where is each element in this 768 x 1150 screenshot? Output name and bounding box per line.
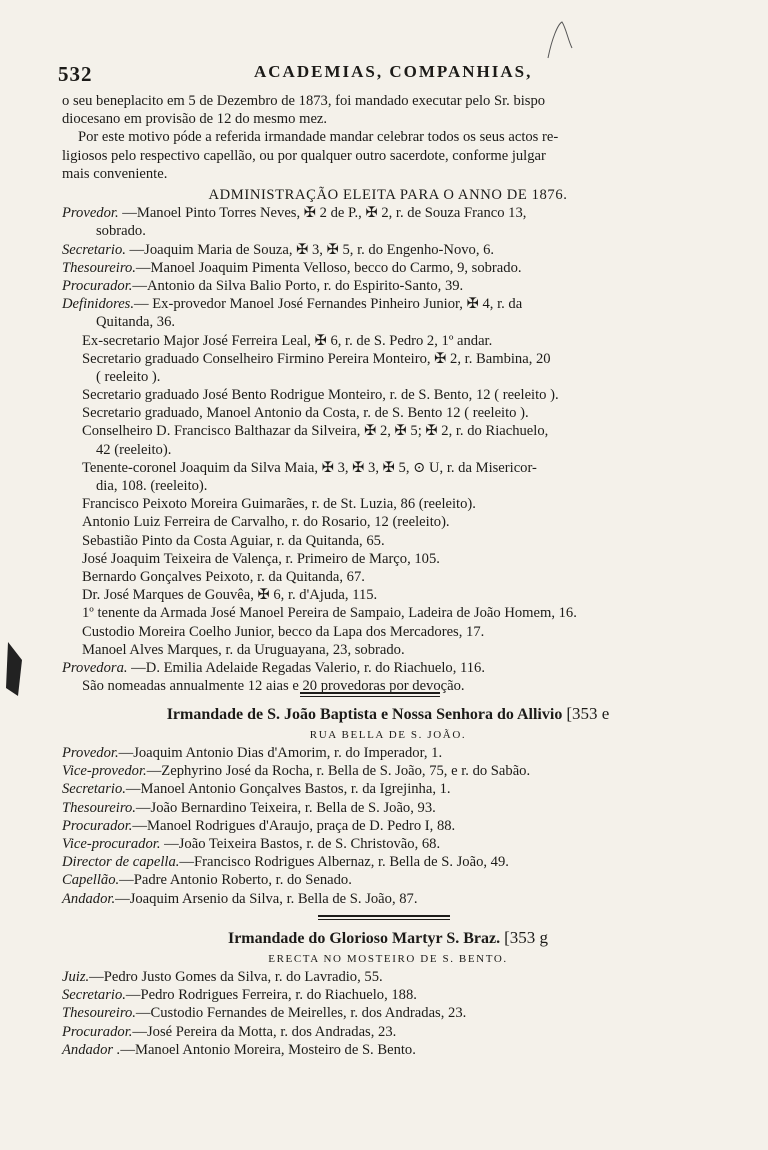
entry-text: —João Teixeira Bastos, r. de S. Christovão, 68.: [160, 835, 441, 852]
role-label: Vice-procurador.: [62, 835, 161, 852]
entry-text: — Ex-provedor Manoel José Fernandes Pinheiro Junior, ✠ 4, r. da: [134, 296, 523, 313]
entry-line: [58, 368, 718, 386]
role-label: Andador .: [62, 1041, 121, 1058]
entry-text: —Joaquim Antonio Dias d'Amorim, r. do Imperador, 1.: [118, 745, 443, 761]
entry-text: —José Pereira da Motta, r. dos Andradas, 23.: [132, 1023, 397, 1040]
entry-line: [58, 890, 718, 908]
entry-line: [58, 222, 718, 240]
entry-line: [58, 313, 718, 331]
entry-text: Secretario graduado José Bento Rodrigue Monteiro, r. de S. Bento, 12 ( reeleito ).: [82, 387, 559, 404]
entry-text: Ex-secretario Major José Ferreira Leal, ✠ 6, r. de S. Pedro 2, 1º andar.: [82, 332, 493, 349]
intro-line: ligiosos pelo respectivo capellão, ou por qualquer outro sacerdote, conforme julgar: [62, 147, 546, 164]
role-label: Secretario.: [62, 987, 126, 1004]
entry-text: Sebastião Pinto da Costa Aguiar, r. da Quitanda, 65.: [82, 532, 385, 549]
entry-text: Quitanda, 36.: [96, 314, 176, 331]
entry-text: —Custodio Fernandes de Meirelles, r. dos Andradas, 23.: [135, 1005, 467, 1022]
intro-line: mais conveniente.: [62, 165, 168, 182]
role-label: Procurador.: [62, 1023, 133, 1040]
entry-text: Custodio Moreira Coelho Junior, becco da Lapa dos Mercadores, 17.: [82, 623, 485, 640]
entry-line: [58, 871, 718, 889]
entry-line: [58, 817, 718, 835]
entry-text: —Joaquim Maria de Souza, ✠ 3, ✠ 5, r. do Engenho-Novo, 6.: [125, 241, 495, 258]
entry-line: [58, 332, 718, 350]
entry-line: [58, 986, 718, 1004]
entry-text: —Antonio da Silva Balio Porto, r. do Espirito-Santo, 39.: [132, 277, 464, 294]
entry-text: Francisco Peixoto Moreira Guimarães, r. de St. Luzia, 86 (reeleito).: [82, 496, 476, 513]
running-title: ACADEMIAS, COMPANHIAS,: [254, 62, 533, 81]
entry-text: —Manoel Pinto Torres Neves, ✠ 2 de P., ✠ 2, r. de Souza Franco 13,: [118, 205, 527, 222]
entry-text: ( reeleito ).: [96, 368, 161, 385]
entry-text: —Pedro Rodrigues Ferreira, r. do Riachuelo, 188.: [125, 987, 417, 1004]
role-label: Director de capella.: [62, 854, 180, 871]
page-edge-mark: [2, 640, 24, 698]
page-header: [58, 62, 718, 86]
role-label: Thesoureiro.: [62, 259, 136, 276]
entry-text: São nomeadas annualmente 12 aias e 20 provedoras por devoção.: [82, 678, 465, 695]
entry-line: [58, 277, 718, 295]
section-ref: [353 e: [566, 704, 610, 723]
entry-line: [58, 853, 718, 871]
entry-text: Secretario graduado Conselheiro Firmino Pereira Monteiro, ✠ 2, r. Bambina, 20: [82, 350, 551, 367]
section-divider: [300, 692, 440, 694]
entry-line: [58, 259, 718, 277]
entry-text: —Pedro Justo Gomes da Silva, r. do Lavradio, 55.: [89, 969, 383, 985]
role-label: Vice-provedor.: [62, 763, 147, 780]
role-label: Secretario.: [62, 781, 126, 798]
intro-line: diocesano em provisão de 12 do mesmo mez.: [62, 111, 328, 128]
entry-text: —Manoel Joaquim Pimenta Velloso, becco do Carmo, 9, sobrado.: [135, 259, 522, 276]
entry-line: [58, 744, 718, 762]
entry-line: [58, 623, 718, 641]
entry-line: [58, 350, 718, 368]
entry-line: [58, 780, 718, 798]
entry-line: [58, 441, 718, 459]
entry-line: [58, 550, 718, 568]
entry-text: Conselheiro D. Francisco Balthazar da Silveira, ✠ 2, ✠ 5; ✠ 2, r. do Riachuelo,: [82, 423, 549, 440]
entry-text: José Joaquim Teixeira de Valença, r. Primeiro de Março, 105.: [82, 550, 440, 567]
role-label: Definidores.: [62, 296, 135, 313]
pencil-mark: [538, 18, 578, 62]
role-label: Secretario.: [62, 241, 126, 258]
entry-text: Secretario graduado, Manoel Antonio da Costa, r. de S. Bento 12 ( reeleito ).: [82, 405, 529, 422]
section-title: [58, 702, 718, 726]
entry-line: [58, 386, 718, 404]
section-title: [58, 926, 718, 950]
entry-text: sobrado.: [96, 223, 146, 240]
section-s-braz: [58, 926, 718, 1059]
entry-line: [58, 586, 718, 604]
entry-line: [58, 477, 718, 495]
section-subtitle: RUA BELLA DE S. JOÃO.: [309, 729, 467, 741]
entry-line: [58, 659, 718, 677]
entry-text: 1º tenente da Armada José Manoel Pereira de Sampaio, Ladeira de João Homem, 16.: [82, 605, 577, 622]
entry-line: [58, 422, 718, 440]
entry-text: —Padre Antonio Roberto, r. do Senado.: [119, 872, 352, 889]
role-label: Andador.: [62, 890, 116, 907]
entry-line: [58, 459, 718, 477]
entry-line: [58, 532, 718, 550]
role-label: Capellão.: [62, 872, 120, 889]
entry-line: [58, 762, 718, 780]
entry-text: —Joaquim Arsenio da Silva, r. Bella de S. João, 87.: [115, 890, 418, 907]
role-label: Provedor.: [62, 745, 119, 761]
entry-text: 42 (reeleito).: [96, 441, 172, 458]
entry-text: —João Bernardino Teixeira, r. Bella de S. João, 93.: [135, 799, 436, 816]
role-label: Procurador.: [62, 277, 133, 294]
admin-list: [58, 204, 718, 695]
role-label: Provedora.: [62, 659, 128, 676]
entry-text: —D. Emilia Adelaide Regadas Valerio, r. do Riachuelo, 116.: [127, 659, 485, 676]
page-number: 532: [58, 62, 93, 86]
section-title-text: Irmandade de S. João Baptista e Nossa Senhora do Allivio: [166, 706, 563, 723]
entry-text: Dr. José Marques de Gouvêa, ✠ 6, r. d'Ajuda, 115.: [82, 587, 378, 604]
entry-line: [58, 835, 718, 853]
entry-text: Manoel Alves Marques, r. da Uruguayana, 23, sobrado.: [82, 641, 405, 658]
intro-paragraph: [58, 92, 718, 183]
admin-title: ADMINISTRAÇÃO ELEITA PARA O ANNO DE 1876.: [208, 187, 568, 203]
entry-line: [58, 799, 718, 817]
entry-text: Tenente-coronel Joaquim da Silva Maia, ✠ 3, ✠ 3, ✠ 5, ⊙ U, r. da Misericor-: [82, 459, 537, 476]
entry-line: [58, 295, 718, 313]
role-label: Thesoureiro.: [62, 799, 136, 816]
role-label: Juiz.: [62, 969, 90, 985]
entry-line: [58, 1041, 718, 1059]
admin-section: [58, 186, 718, 695]
entry-line: [58, 968, 718, 986]
entry-text: —Manoel Antonio Gonçalves Bastos, r. da Igrejinha, 1.: [125, 781, 451, 798]
role-label: Thesoureiro.: [62, 1005, 136, 1022]
entry-text: Antonio Luiz Ferreira de Carvalho, r. do Rosario, 12 (reeleito).: [82, 514, 450, 531]
officer-list: [58, 968, 718, 1059]
entry-text: dia, 108. (reeleito).: [96, 478, 208, 494]
entry-line: [58, 204, 718, 222]
section-s-joao-baptista: [58, 702, 718, 908]
role-label: Procurador.: [62, 817, 133, 834]
intro-line: o seu beneplacito em 5 de Dezembro de 1873, foi mandado executar pelo Sr. bispo: [62, 93, 546, 109]
entry-text: —Manoel Antonio Moreira, Mosteiro de S. Bento.: [120, 1041, 416, 1058]
section-title-text: Irmandade do Glorioso Martyr S. Braz.: [227, 930, 501, 947]
section-divider: [318, 915, 450, 917]
entry-text: Bernardo Gonçalves Peixoto, r. da Quitanda, 67.: [82, 568, 365, 585]
entry-text: —Zephyrino José da Rocha, r. Bella de S. João, 75, e r. do Sabão.: [146, 763, 531, 780]
entry-line: [58, 404, 718, 422]
role-label: Provedor.: [62, 205, 119, 222]
section-ref: [353 g: [504, 928, 549, 947]
intro-line: Por este motivo póde a referida irmandade mandar celebrar todos os seus actos re-: [78, 129, 559, 146]
officer-list: [58, 744, 718, 908]
entry-line: [58, 495, 718, 513]
entry-line: [58, 641, 718, 659]
entry-line: [58, 1004, 718, 1022]
entry-text: —Francisco Rodrigues Albernaz, r. Bella de S. João, 49.: [179, 854, 509, 871]
entry-line: [58, 241, 718, 259]
entry-line: [58, 513, 718, 531]
entry-line: [58, 1023, 718, 1041]
entry-text: —Manoel Rodrigues d'Araujo, praça de D. Pedro I, 88.: [132, 817, 456, 834]
entry-line: [58, 568, 718, 586]
section-subtitle: ERECTA NO MOSTEIRO DE S. BENTO.: [268, 953, 508, 965]
entry-line: [58, 604, 718, 622]
